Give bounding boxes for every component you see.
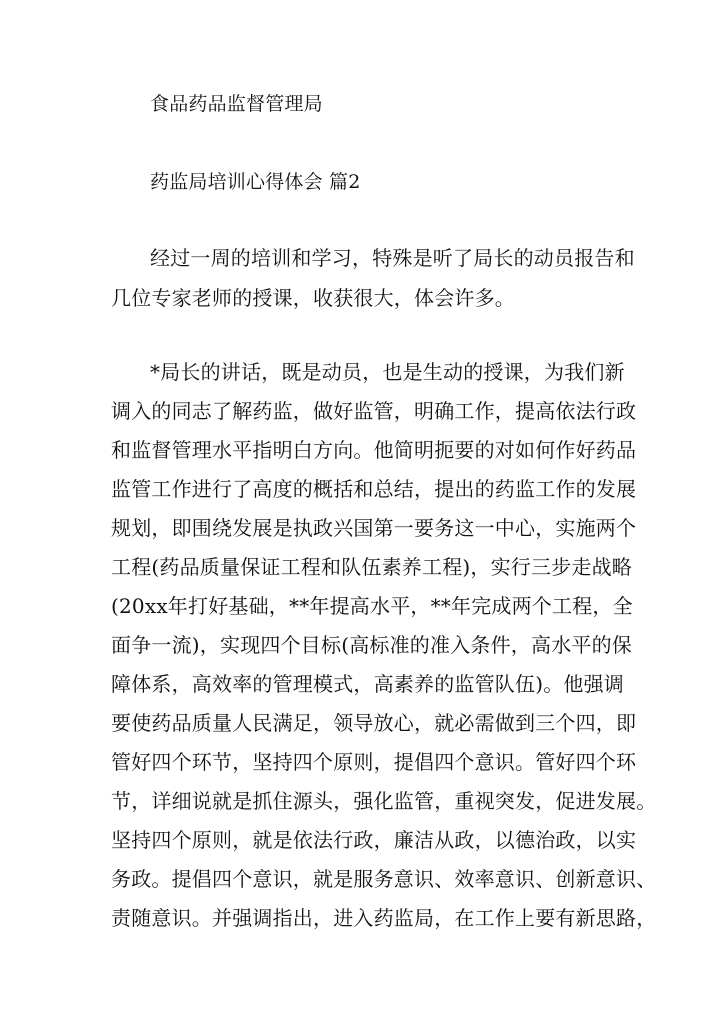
paragraph-line: 工程(药品质量保证工程和队伍素养工程)，实行三步走战略 (111, 555, 633, 579)
paragraph-line: 监管工作进行了高度的概括和总结，提出的药监工作的发展 (111, 477, 637, 501)
paragraph-line: 要使药品质量人民满足，领导放心，就必需做到三个四，即 (111, 711, 637, 735)
paragraph-line: 障体系，高效率的管理模式，高素养的监管队伍)。他强调 (111, 672, 625, 696)
paragraph-line: 面争一流)，实现四个目标(高标准的准入条件，高水平的保 (111, 633, 633, 657)
paragraph-line: 调入的同志了解药监，做好监管，明确工作，提高依法行政 (111, 399, 637, 423)
paragraph-line: 节，详细说就是抓住源头，强化监管，重视突发，促进发展。 (111, 789, 657, 813)
paragraph-line: 经过一周的培训和学习，特殊是听了局长的动员报告和 (150, 246, 635, 270)
article-title: 药监局培训心得体会 篇2 (150, 171, 361, 193)
paragraph-line: 几位专家老师的授课，收获很大，体会许多。 (111, 286, 515, 310)
paragraph-line: 规划，即围绕发展是执政兴国第一要务这一中心，实施两个 (111, 516, 637, 540)
paragraph-line: *局长的讲话，既是动员，也是生动的授课，为我们新 (150, 360, 625, 384)
paragraph-line: 管好四个环节，坚持四个原则，提倡四个意识。管好四个环 (111, 750, 637, 774)
paragraph-line: 务政。提倡四个意识，就是服务意识、效率意识、创新意识、 (111, 867, 657, 891)
paragraph-line: 责随意识。并强调指出，进入药监局，在工作上要有新思路， (111, 906, 657, 930)
paragraph-line: 和监督管理水平指明白方向。他简明扼要的对如何作好药品 (111, 438, 637, 462)
paragraph-line: (20xx年打好基础，**年提高水平，**年完成两个工程，全 (111, 594, 633, 618)
organization-name: 食品药品监督管理局 (150, 93, 323, 115)
paragraph-line: 坚持四个原则，就是依法行政，廉洁从政，以德治政，以实 (111, 828, 637, 852)
